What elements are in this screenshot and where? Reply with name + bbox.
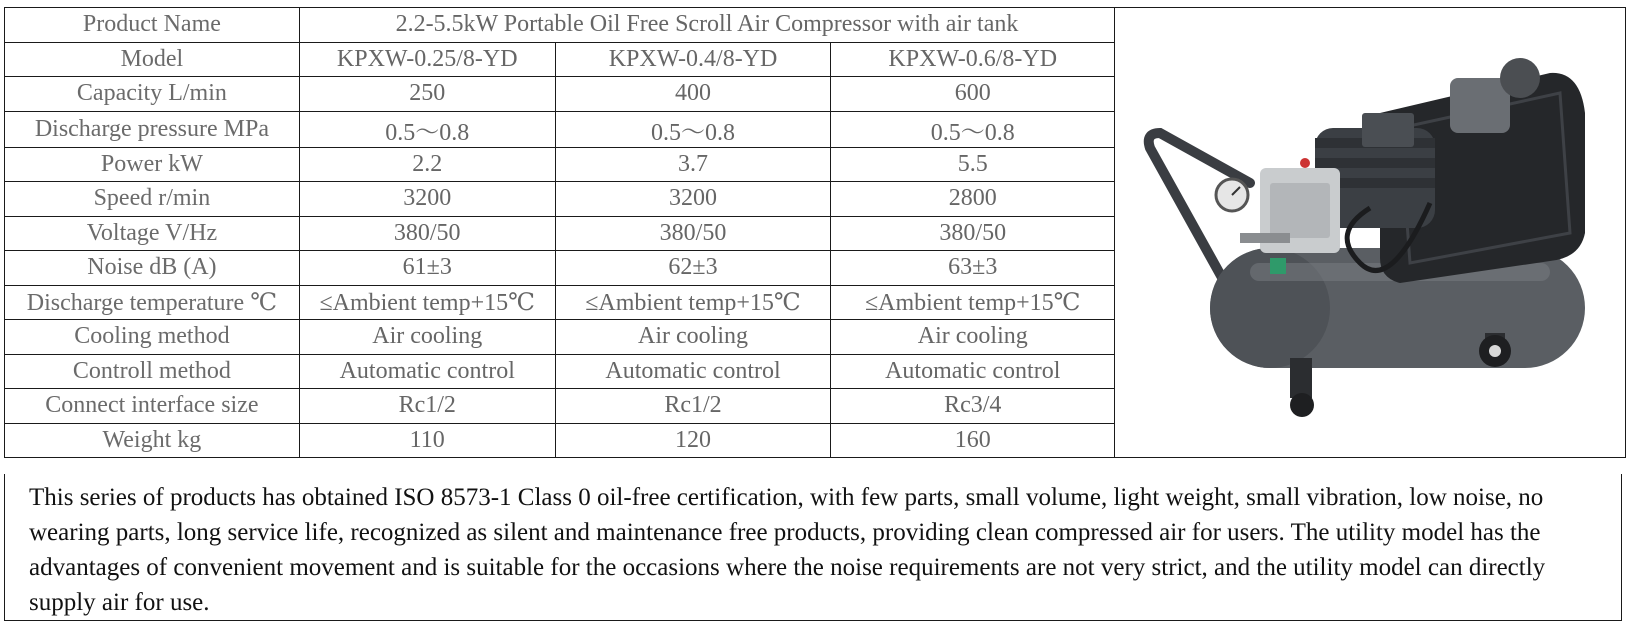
row-label: Connect interface size [5, 389, 300, 424]
table-cell: 380/50 [299, 216, 555, 251]
table-cell: Rc1/2 [555, 389, 831, 424]
table-cell: Automatic control [299, 354, 555, 389]
table-cell: 400 [555, 77, 831, 112]
row-label: Model [5, 42, 300, 77]
table-cell: 380/50 [831, 216, 1115, 251]
row-label: Controll method [5, 354, 300, 389]
table-cell: 0.5～0.8 [555, 111, 831, 147]
table-cell: 600 [831, 77, 1115, 112]
spec-sheet [4, 7, 1626, 624]
table-cell: 3.7 [555, 147, 831, 182]
table-cell: 0.5～0.8 [299, 111, 555, 147]
table-cell: KPXW-0.4/8-YD [555, 42, 831, 77]
table-cell: Air cooling [831, 320, 1115, 355]
row-label: Cooling method [5, 320, 300, 355]
row-label: Speed r/min [5, 182, 300, 217]
table-cell: 3200 [299, 182, 555, 217]
row-label: Noise dB (A) [5, 251, 300, 286]
table-cell: 61±3 [299, 251, 555, 286]
table-cell: 120 [555, 423, 831, 458]
table-cell: ≤Ambient temp+15℃ [555, 285, 831, 320]
table-cell: 5.5 [831, 147, 1115, 182]
product-description: This series of products has obtained ISO 8573-1 Class 0 oil-free certification, with few parts, small volume, light weight, small vibration, low noise, no wearing parts, long service life, recognized as silent and maintenance free products, providing clean compressed air for users. The utility model has the advantages of convenient movement and is suitable for the occasions where the noise requirements are not very strict, and the utility model can directly supply air for use. [4, 474, 1622, 621]
spec-table [4, 7, 1626, 458]
table-cell: 250 [299, 77, 555, 112]
product-name-label: Product Name [5, 8, 300, 43]
table-cell: Rc1/2 [299, 389, 555, 424]
product-image [1115, 8, 1625, 457]
row-label: Weight kg [5, 423, 300, 458]
row-label: Discharge pressure MPa [5, 111, 300, 147]
table-cell: ≤Ambient temp+15℃ [831, 285, 1115, 320]
row-label: Voltage V/Hz [5, 216, 300, 251]
product-name-value: 2.2-5.5kW Portable Oil Free Scroll Air Compressor with air tank [299, 8, 1114, 43]
table-cell: KPXW-0.6/8-YD [831, 42, 1115, 77]
row-label: Power kW [5, 147, 300, 182]
table-cell: 2.2 [299, 147, 555, 182]
table-cell: 3200 [555, 182, 831, 217]
table-cell: Automatic control [555, 354, 831, 389]
row-label: Capacity L/min [5, 77, 300, 112]
table-cell: 2800 [831, 182, 1115, 217]
table-cell: ≤Ambient temp+15℃ [299, 285, 555, 320]
table-cell: Air cooling [299, 320, 555, 355]
air-compressor-icon [1130, 33, 1610, 433]
table-cell: Rc3/4 [831, 389, 1115, 424]
table-cell: 380/50 [555, 216, 831, 251]
table-row [5, 8, 1626, 43]
table-cell: 0.5～0.8 [831, 111, 1115, 147]
table-cell: 160 [831, 423, 1115, 458]
table-cell: 62±3 [555, 251, 831, 286]
table-cell: KPXW-0.25/8-YD [299, 42, 555, 77]
table-cell: Air cooling [555, 320, 831, 355]
table-cell: 63±3 [831, 251, 1115, 286]
row-label: Discharge temperature ℃ [5, 285, 300, 320]
product-image-cell [1115, 8, 1626, 458]
table-cell: 110 [299, 423, 555, 458]
table-cell: Automatic control [831, 354, 1115, 389]
